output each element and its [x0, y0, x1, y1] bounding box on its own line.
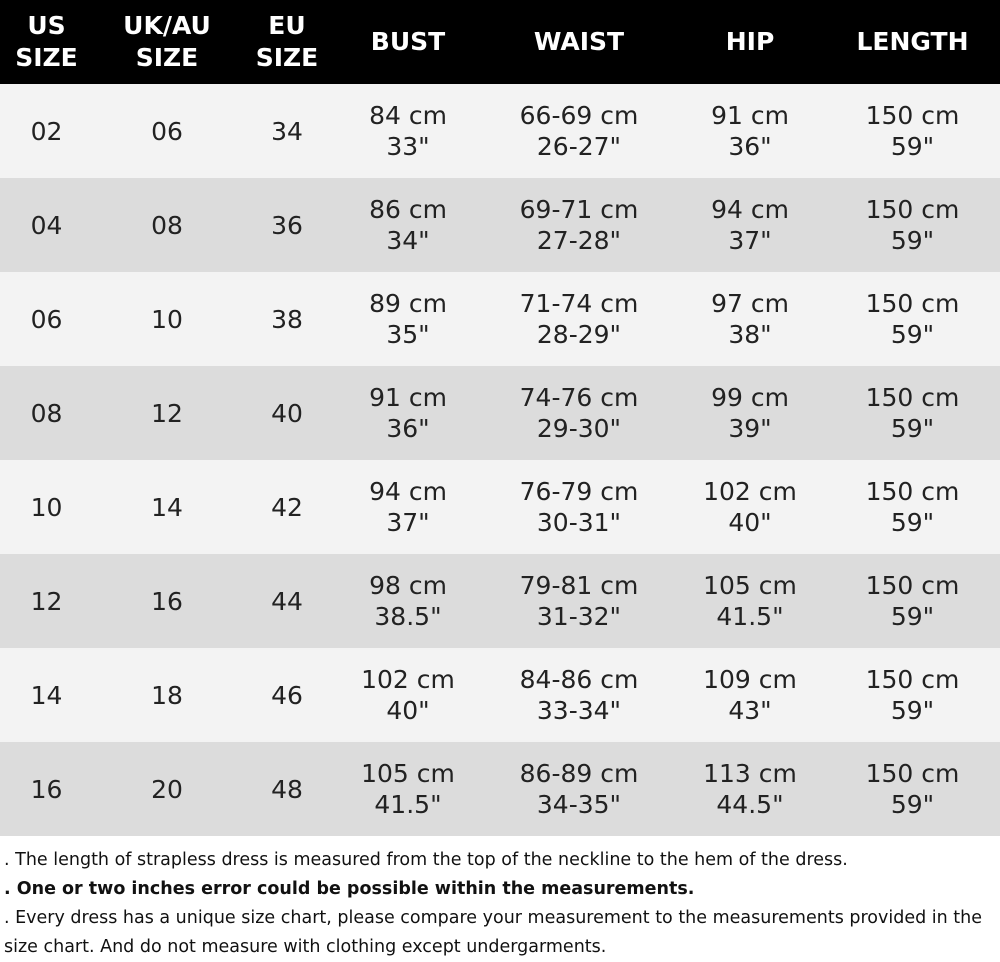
cell-us-size: 08: [30, 398, 63, 428]
cell-waist: 79-81 cm 31-32": [519, 571, 639, 631]
size-chart-body: [0, 84, 1000, 836]
cell-hip: 97 cm 38": [711, 289, 789, 349]
cell-length: 150 cm 59": [865, 195, 960, 255]
cell-hip: 99 cm 39": [711, 383, 789, 443]
measurement-notes: [0, 836, 1000, 962]
cell-waist: 84-86 cm 33-34": [519, 665, 639, 725]
cell-length: 150 cm 59": [865, 383, 960, 443]
cell-uk-au-size: 18: [151, 680, 183, 710]
header-length: LENGTH: [856, 27, 969, 56]
header-hip: HIP: [725, 27, 775, 56]
header-bust: BUST: [370, 27, 446, 56]
header-uk-au-size: UK/AU SIZE: [123, 11, 211, 72]
table-row: [0, 84, 1000, 178]
cell-eu-size: 34: [271, 116, 303, 146]
cell-hip: 91 cm 36": [711, 101, 789, 161]
cell-waist: 76-79 cm 30-31": [519, 477, 639, 537]
cell-length: 150 cm 59": [865, 477, 960, 537]
cell-eu-size: 48: [271, 774, 303, 804]
size-chart-header: [0, 0, 1000, 84]
table-row: [0, 554, 1000, 648]
cell-us-size: 12: [30, 586, 63, 616]
table-row: [0, 648, 1000, 742]
cell-eu-size: 40: [271, 398, 303, 428]
cell-bust: 91 cm 36": [369, 383, 447, 443]
header-eu-size: EU SIZE: [255, 11, 319, 72]
note-unique-size-chart: . Every dress has a unique size chart, please compare your measurement to the measurements provided in the size chart. And do not measure with clothing except undergarments.: [4, 908, 983, 957]
cell-length: 150 cm 59": [865, 759, 960, 819]
cell-bust: 102 cm 40": [361, 665, 455, 725]
note-strapless-length: . The length of strapless dress is measured from the top of the neckline to the hem of the dress.: [4, 850, 848, 870]
cell-bust: 94 cm 37": [369, 477, 447, 537]
cell-us-size: 04: [30, 210, 63, 240]
cell-eu-size: 46: [271, 680, 303, 710]
cell-us-size: 14: [30, 680, 63, 710]
cell-eu-size: 38: [271, 304, 303, 334]
cell-uk-au-size: 12: [151, 398, 183, 428]
cell-waist: 71-74 cm 28-29": [519, 289, 639, 349]
cell-hip: 94 cm 37": [711, 195, 789, 255]
cell-eu-size: 36: [271, 210, 303, 240]
note-error-margin: . One or two inches error could be possible within the measurements.: [4, 879, 695, 899]
cell-uk-au-size: 16: [151, 586, 183, 616]
cell-bust: 84 cm 33": [369, 101, 447, 161]
cell-length: 150 cm 59": [865, 571, 960, 631]
table-row: [0, 742, 1000, 836]
cell-uk-au-size: 14: [151, 492, 183, 522]
cell-length: 150 cm 59": [865, 289, 960, 349]
cell-hip: 102 cm 40": [703, 477, 797, 537]
cell-uk-au-size: 08: [151, 210, 183, 240]
cell-us-size: 02: [30, 116, 63, 146]
table-row: [0, 178, 1000, 272]
cell-uk-au-size: 20: [151, 774, 183, 804]
cell-length: 150 cm 59": [865, 101, 960, 161]
cell-bust: 98 cm 38.5": [369, 571, 447, 631]
cell-uk-au-size: 06: [151, 116, 183, 146]
table-row: [0, 272, 1000, 366]
cell-us-size: 10: [30, 492, 63, 522]
cell-eu-size: 44: [271, 586, 303, 616]
cell-us-size: 06: [30, 304, 63, 334]
cell-waist: 74-76 cm 29-30": [519, 383, 639, 443]
cell-hip: 109 cm 43": [703, 665, 797, 725]
cell-uk-au-size: 10: [151, 304, 183, 334]
cell-waist: 66-69 cm 26-27": [519, 101, 639, 161]
table-row: [0, 366, 1000, 460]
cell-waist: 86-89 cm 34-35": [519, 759, 639, 819]
cell-bust: 89 cm 35": [369, 289, 447, 349]
cell-bust: 105 cm 41.5": [361, 759, 455, 819]
header-us-size: US SIZE: [15, 11, 78, 72]
cell-waist: 69-71 cm 27-28": [519, 195, 639, 255]
cell-length: 150 cm 59": [865, 665, 960, 725]
cell-hip: 113 cm 44.5": [703, 759, 797, 819]
cell-eu-size: 42: [271, 492, 303, 522]
cell-hip: 105 cm 41.5": [703, 571, 797, 631]
header-waist: WAIST: [533, 27, 625, 56]
table-row: [0, 460, 1000, 554]
cell-us-size: 16: [30, 774, 63, 804]
cell-bust: 86 cm 34": [369, 195, 447, 255]
